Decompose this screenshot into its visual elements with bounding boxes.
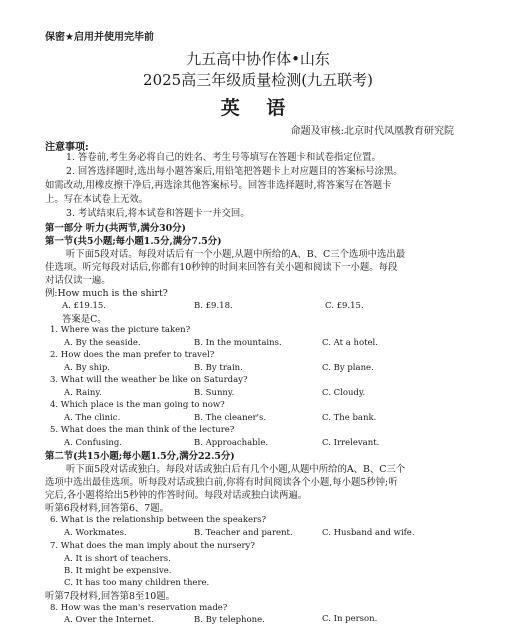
- option-1b: B. In the mountains.: [194, 338, 282, 348]
- option-3a: A. Rainy.: [64, 388, 102, 398]
- option-3c: C. Cloudy.: [322, 388, 366, 398]
- exam-title-line2: 2025高三年级质量检测(九五联考): [143, 71, 373, 89]
- example-question: 例:How much is the shirt?: [45, 288, 168, 299]
- section1-heading: 第一节(共5小题;每小题1.5分,满分7.5分): [45, 236, 222, 247]
- option-6b: B. Teacher and parent.: [194, 528, 293, 538]
- option-2c: C. By plane.: [322, 363, 374, 373]
- option-5a: A. Confusing.: [64, 438, 122, 448]
- example-option-a: A. £19.15.: [62, 301, 106, 311]
- material-6-note: 听第6段材料,回答第6、7题。: [45, 503, 170, 514]
- notice-item: 2. 回答选择题时,选出每小题答案后,用铅笔把答题卡上对应题目的答案标号涂黑。: [66, 166, 403, 177]
- option-1a: A. By the seaside.: [64, 338, 141, 348]
- option-6a: A. Workmates.: [64, 528, 127, 538]
- option-2a: A. By ship.: [64, 363, 110, 373]
- section2-instr: 听下面5段对话或独白。每段对话或独白后有几个小题,从题中所给的A、B、C三个: [66, 464, 406, 475]
- section2-instr: 选项中选出最佳选项。听每段对话或独白前,你将有时间阅读各个小题,每小题5秒钟;听: [45, 477, 398, 488]
- notice-item: 3. 考试结束后,将本试卷和答题卡一并交回。: [66, 208, 250, 219]
- question-6: 6. What is the relationship between the speakers?: [50, 515, 267, 525]
- example-option-b: B. £9.18.: [194, 301, 233, 311]
- option-4c: C. The bank.: [322, 413, 377, 423]
- option-7a: A. It is short of teachers.: [64, 554, 171, 564]
- notice-heading: 注意事项:: [45, 142, 89, 153]
- option-1c: C. At a hotel.: [322, 338, 378, 348]
- question-2: 2. How does the man prefer to travel?: [50, 350, 215, 360]
- option-5b: B. Approachable.: [194, 438, 269, 448]
- material-7-note: 听第7段材料,回答第8至10题。: [45, 591, 175, 602]
- example-answer: 答案是C。: [62, 314, 107, 325]
- question-4: 4. Which place is the man going to now?: [50, 400, 225, 410]
- question-8: 8. How was the man's reservation made?: [50, 603, 228, 613]
- author-line: 命题及审核:北京时代凤凰教育研究院: [290, 126, 454, 137]
- exam-title-line1: 九五高中协作体•山东: [186, 50, 330, 68]
- example-option-c: C. £9.15.: [325, 301, 364, 311]
- option-8a: A. Over the Internet.: [64, 615, 154, 625]
- section1-instr: 对话仅读一遍。: [45, 275, 111, 286]
- option-5c: C. Irrelevant.: [322, 438, 380, 448]
- option-8b: B. By telephone.: [194, 615, 265, 625]
- option-6c: C. Husband and wife.: [322, 528, 415, 538]
- option-4b: B. The cleaner's.: [194, 413, 267, 423]
- question-7: 7. What does the man imply about the nursery?: [50, 541, 255, 551]
- section1-instr: 听下面5段对话。每段对话后有一个小题,从题中所给的A、B、C三个选项中选出最: [66, 249, 406, 260]
- notice-item: 1. 答卷前,考生务必将自己的姓名、考生号等填写在答题卡和试卷指定位置。: [66, 152, 381, 163]
- section2-heading: 第二节(共15小题;每小题1.5分,满分22.5分): [45, 451, 235, 462]
- section1-instr: 佳选项。听完每段对话后,你都有10秒钟的时间来回答有关小题和阅读下一小题。每段: [45, 262, 398, 273]
- part1-heading: 第一部分 听力(共两节,满分30分): [45, 223, 186, 234]
- option-7c: C. It has too many children there.: [64, 578, 210, 588]
- option-4a: A. The clinic.: [64, 413, 121, 423]
- question-5: 5. What does the man think of the lecture?: [50, 425, 235, 435]
- option-7b: B. It might be expensive.: [64, 566, 172, 576]
- section2-instr: 完后,各小题将给出5秒钟的作答时间。每段对话或独白读两遍。: [45, 490, 308, 501]
- question-3: 3. What will the weather be like on Saturday?: [50, 375, 248, 385]
- confidential-label: 保密★启用并使用完毕前: [45, 32, 154, 43]
- option-2b: B. By train.: [194, 363, 243, 373]
- subject-title: 英 语: [220, 97, 296, 119]
- notice-item: 如需改动,用橡皮擦干净后,再选涂其他答案标号。回答非选择题时,将答案写在答题卡: [45, 180, 392, 191]
- notice-item: 上。写在本试卷上无效。: [45, 194, 149, 205]
- option-3b: B. Sunny.: [194, 388, 235, 398]
- option-8c: C. In person.: [322, 614, 378, 624]
- question-1: 1. Where was the picture taken?: [50, 325, 191, 335]
